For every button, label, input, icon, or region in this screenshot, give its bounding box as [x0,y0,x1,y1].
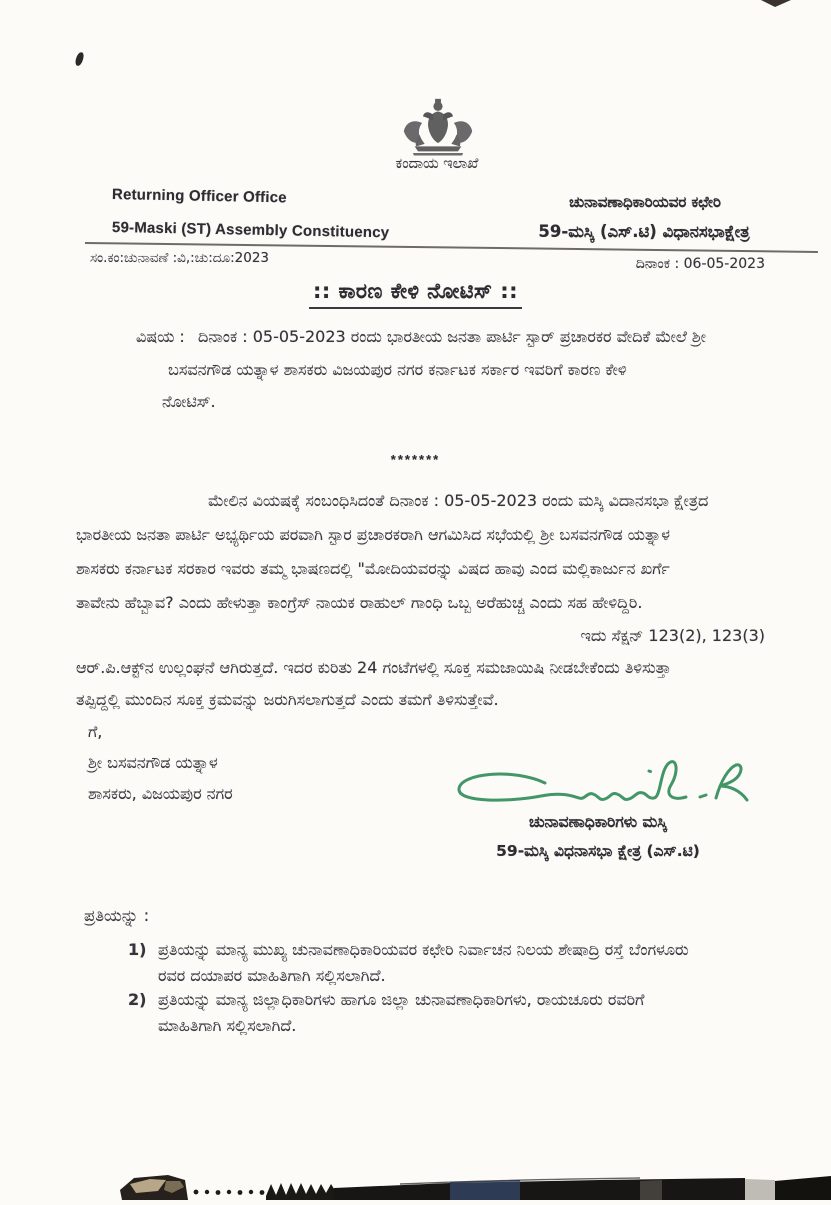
copy-item-2-line-1: ಪ್ರತಿಯನ್ನು ಮಾನ್ಯ ಜಿಲ್ಲಾಧಿಕಾರಿಗಳು ಹಾಗೂ ಜಿಲ್ಲಾ ಚುನಾವಣಾಧಿಕಾರಿಗಳು, ರಾಯಚೂರು ರವರಿಗೆ [158,990,645,1009]
addressee-designation: ಶಾಸಕರು, ವಿಜಯಪುರ ನಗರ [88,784,233,803]
office-name-kn-line1: ಚುನಾವಣಾಧಿಕಾರಿಯವರ ಕಛೇರಿ [569,193,721,211]
notice-title-row [0,279,831,309]
subject-label: ವಿಷಯ : [136,327,185,346]
body-para2-line-3: ತಪ್ಪಿದ್ದಲ್ಲಿ ಮುಂದಿನ ಸೂಕ್ತ ಕ್ರಮವನ್ನು ಜರುಗಿಸಲಾಗುತ್ತದೆ ಎಂದು ತಮಗೆ ತಿಳಿಸುತ್ತೇವೆ. [76,690,499,709]
star-separator: ******* [390,452,441,467]
body-para1-line-1: ಮೇಲಿನ ವಿಯಷಕ್ಕೆ ಸಂಬಂಧಿಸಿದಂತೆ ದಿನಾಂಕ : 05-05-2023 ರಂದು ಮಸ್ಕಿ ವಿದಾನಸಭಾ ಕ್ಷೇತ್ರದ [208,491,709,510]
emblem-caption: ಕಂದಾಯ ಇಲಾಖೆ [395,156,479,172]
signatory-title-line1: ಚುನಾವಣಾಧಿಕಾರಿಗಳು ಮಸ್ಕಿ [529,813,667,831]
copy-item-2-line-2: ಮಾಹಿತಿಗಾಗಿ ಸಲ್ಲಿಸಲಾಗಿದೆ. [158,1016,297,1035]
addressee-salutation: ಗೆ, [88,722,103,741]
ink-blot-mark [74,51,84,66]
copies-label: ಪ್ರತಿಯನ್ನು : [84,906,150,925]
reference-number: ಸಂ.ಕಂ:ಚುನಾವಣೆ :ವಿ,:ಚು:ದೂ:2023 [90,250,270,266]
subject-line-2: ಬಸವನಗೌಡ ಯತ್ನಾಳ ಶಾಸಕರು ವಿಜಯಪುರ ನಗರ ಕರ್ನಾಟಕ ಸರ್ಕಾರ ಇವರಿಗೆ ಕಾರಣ ಕೇಳಿ [168,360,627,379]
copy-item-1-line-1: ಪ್ರತಿಯನ್ನು ಮಾನ್ಯ ಮುಖ್ಯ ಚುನಾವಣಾಧಿಕಾರಿಯವರ ಕಛೇರಿ ನಿರ್ವಾಚನ ನಿಲಯ ಶೇಷಾದ್ರಿ ರಸ್ತೆ ಬೆಂಗಳೂರು [158,940,689,959]
corner-shadow [761,0,791,7]
karnataka-state-emblem-icon [396,98,480,158]
office-name-kn-line2: 59-ಮಸ್ಕಿ (ಎಸ್.ಟಿ) ವಿಧಾನಸಭಾಕ್ಷೇತ್ರ [538,222,750,241]
body-para1-line-4: ತಾವೇನು ಹೆಬ್ಬಾವ? ಎಂದು ಹೇಳುತ್ತಾ ಕಾಂಗ್ರೆಸ್ ನಾಯಕ ರಾಹುಲ್ ಗಾಂಧಿ ಒಬ್ಬ ಅರೆಹುಚ್ಚ ಎಂದು ಸಹ ಹೇಳಿದ್ದಿರಿ. [76,593,643,612]
subject-line-1: ದಿನಾಂಕ : 05-05-2023 ರಂದು ಭಾರತೀಯ ಜನತಾ ಪಾರ್ಟಿ ಸ್ಟಾರ್ ಪ್ರಚಾರಕರ ವೇದಿಕೆ ಮೇಲೆ ಶ್ರೀ [198,327,707,346]
copy-item-1-line-2: ರವರ ದಯಾಪರ ಮಾಹಿತಿಗಾಗಿ ಸಲ್ಲಿಸಲಾಗಿದೆ. [158,966,386,985]
copy-item-2-number: 2) [128,990,147,1009]
body-para2-line-2: ಆರ್.ಪಿ.ಆಕ್ಟ್‌ನ ಉಲ್ಲಂಘನೆ ಆಗಿರುತ್ತದೆ. ಇದರ ಕುರಿತು 24 ಗಂಟೆಗಳಲ್ಲಿ ಸೂಕ್ತ ಸಮಜಾಯಿಷಿ ನೀಡಬೇಕೆಂದು ತಿಳಿಸುತ್ತಾ [76,658,672,677]
body-para2-line-1: ಇದು ಸೆಕ್ಷನ್ 123(2), 123(3) [580,626,765,645]
signatory-title-line2: 59-ಮಸ್ಕಿ ವಿಧನಾಸಭಾ ಕ್ಷೇತ್ರ (ಎಸ್.ಟಿ) [496,842,700,860]
copy-item-1-number: 1) [128,940,147,959]
bottom-obstruction [0,1150,831,1200]
body-para1-line-2: ಭಾರತೀಯ ಜನತಾ ಪಾರ್ಟಿ ಅಭ್ಯರ್ಥಿಯ ಪರವಾಗಿ ಸ್ಟಾರ ಪ್ರಚಾರಕರಾಗಿ ಆಗಮಿಸಿದ ಸಭೆಯಲ್ಲಿ ಶ್ರೀ ಬಸವನಗೌಡ ಯತ್ನಾಳ [76,525,670,544]
notice-title: :: ಕಾರಣ ಕೇಳಿ ನೋಟಿಸ್ :: [309,279,522,309]
notice-date: ದಿನಾಂಕ : 06-05-2023 [635,256,765,272]
office-name-en-line1: Returning Officer Office [111,186,287,207]
office-name-en-line2: 59-Maski (ST) Assembly Constituency [111,219,390,242]
body-para1-line-3: ಶಾಸಕರು ಕರ್ನಾಟಕ ಸರಕಾರ ಇವರು ತಮ್ಮ ಭಾಷಣದಲ್ಲಿ "ಮೋದಿಯವರನ್ನು ವಿಷದ ಹಾವು ಎಂದ ಮಲ್ಲಿಕಾರ್ಜುನ ಖರ್ಗೆ [76,559,670,578]
addressee-name: ಶ್ರೀ ಬಸವನಗೌಡ ಯತ್ನಾಳ [88,753,218,772]
subject-line-3: ನೋಟಿಸ್. [162,392,216,411]
